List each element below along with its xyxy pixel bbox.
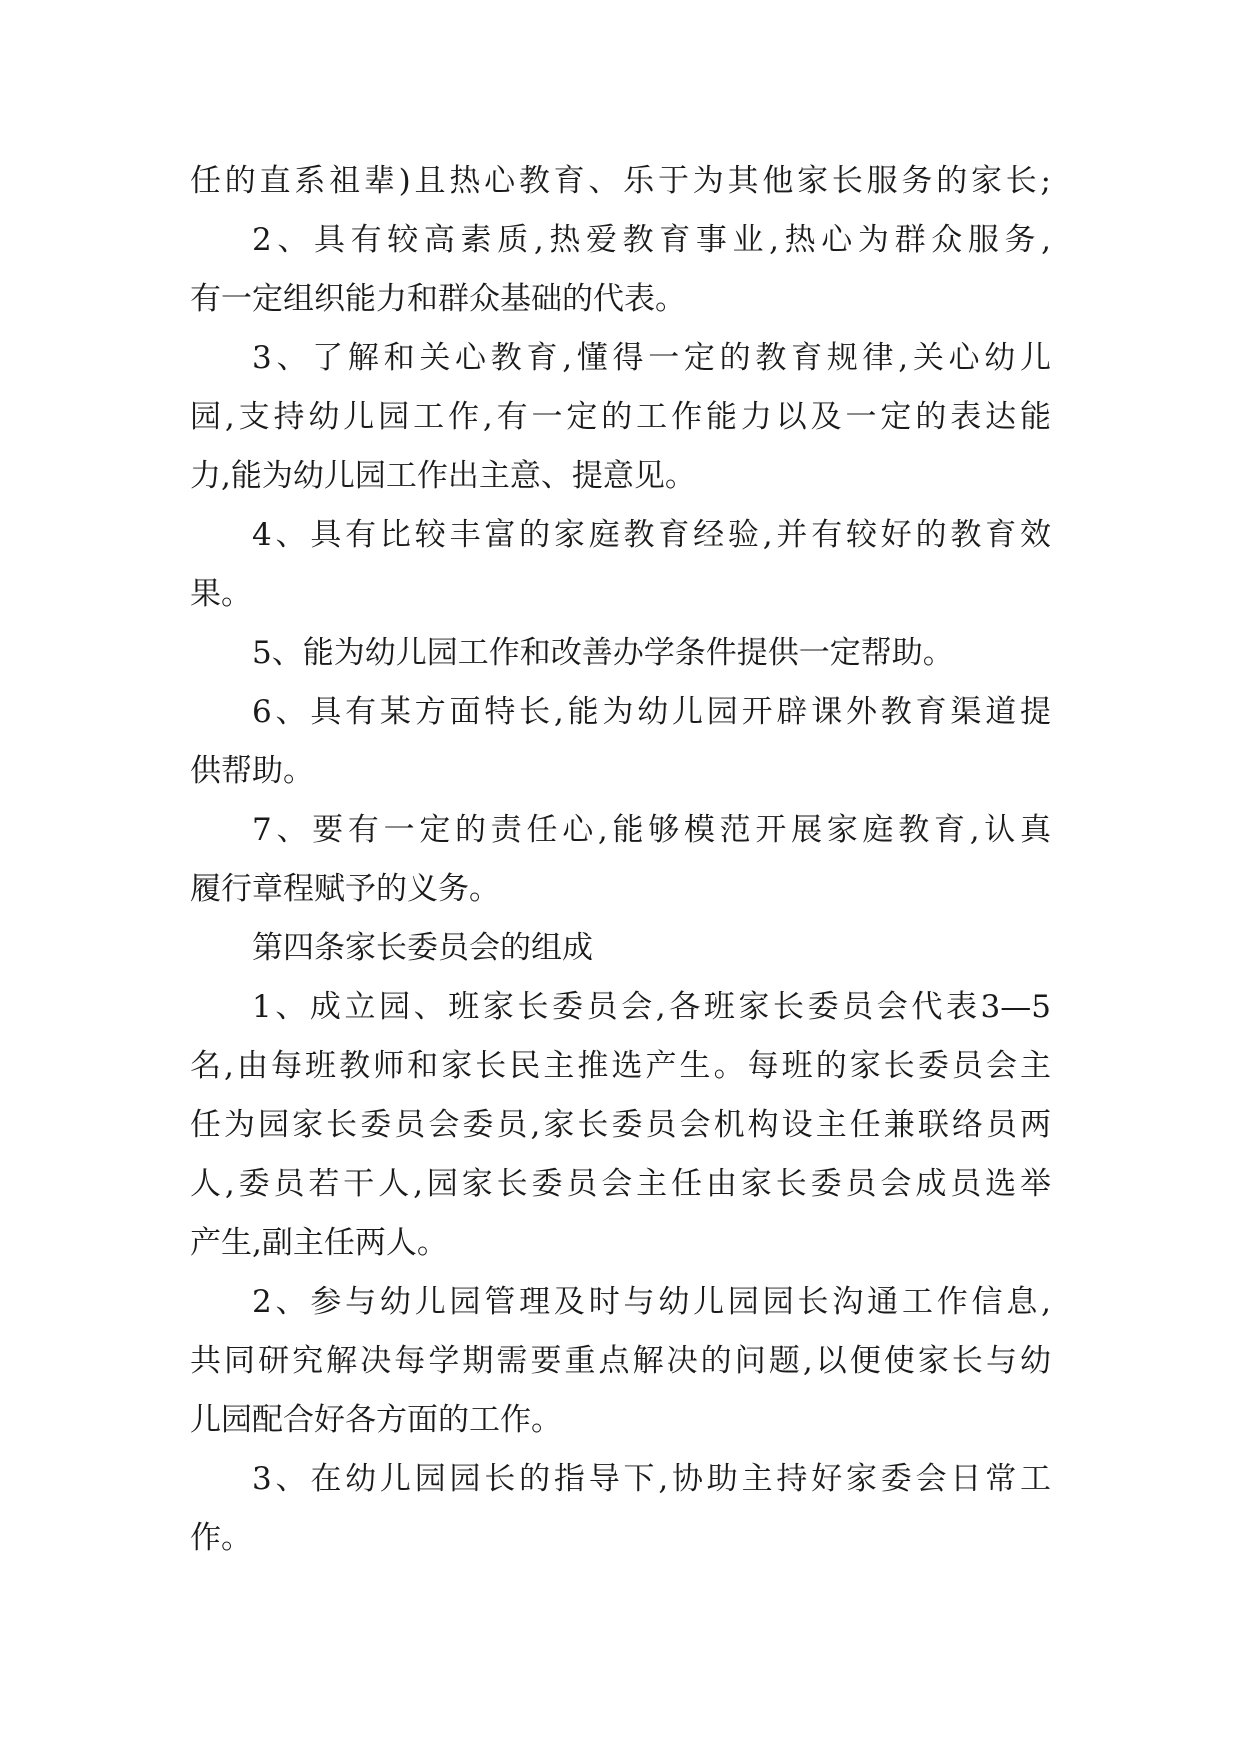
text-line: 6、具有某方面特长,能为幼儿园开辟课外教育渠道提	[252, 694, 1051, 730]
text-line: 1、成立园、班家长委员会,各班家长委员会代表3—5	[252, 989, 1051, 1025]
text-line: 任为园家长委员会委员,家长委员会机构设主任兼联络员两	[190, 1107, 1051, 1143]
text-line: 力,能为幼儿园工作出主意、提意见。	[190, 458, 696, 494]
text-line: 产生,副主任两人。	[190, 1225, 448, 1261]
text-line: 4、具有比较丰富的家庭教育经验,并有较好的教育效	[252, 517, 1051, 553]
section-heading: 第四条家长委员会的组成	[252, 930, 593, 966]
text-line: 名,由每班教师和家长民主推选产生。每班的家长委员会主	[190, 1048, 1051, 1084]
text-line: 作。	[190, 1520, 252, 1556]
text-line: 任的直系祖辈)且热心教育、乐于为其他家长服务的家长;	[190, 163, 1051, 199]
text-line: 履行章程赋予的义务。	[190, 871, 500, 907]
text-line: 儿园配合好各方面的工作。	[190, 1402, 562, 1438]
text-line: 3、在幼儿园园长的指导下,协助主持好家委会日常工	[252, 1461, 1051, 1497]
text-line: 人,委员若干人,园家长委员会主任由家长委员会成员选举	[190, 1166, 1051, 1202]
text-line: 3、了解和关心教育,懂得一定的教育规律,关心幼儿	[252, 340, 1051, 376]
text-line: 园,支持幼儿园工作,有一定的工作能力以及一定的表达能	[190, 399, 1051, 435]
text-line: 5、能为幼儿园工作和改善办学条件提供一定帮助。	[252, 635, 954, 671]
text-line: 有一定组织能力和群众基础的代表。	[190, 281, 686, 317]
text-line: 果。	[190, 576, 252, 612]
text-line: 2、具有较高素质,热爱教育事业,热心为群众服务,	[252, 222, 1051, 258]
text-line: 7、要有一定的责任心,能够模范开展家庭教育,认真	[252, 812, 1051, 848]
text-line: 2、参与幼儿园管理及时与幼儿园园长沟通工作信息,	[252, 1284, 1051, 1320]
text-line: 共同研究解决每学期需要重点解决的问题,以便使家长与幼	[190, 1343, 1051, 1379]
text-line: 供帮助。	[190, 753, 314, 789]
